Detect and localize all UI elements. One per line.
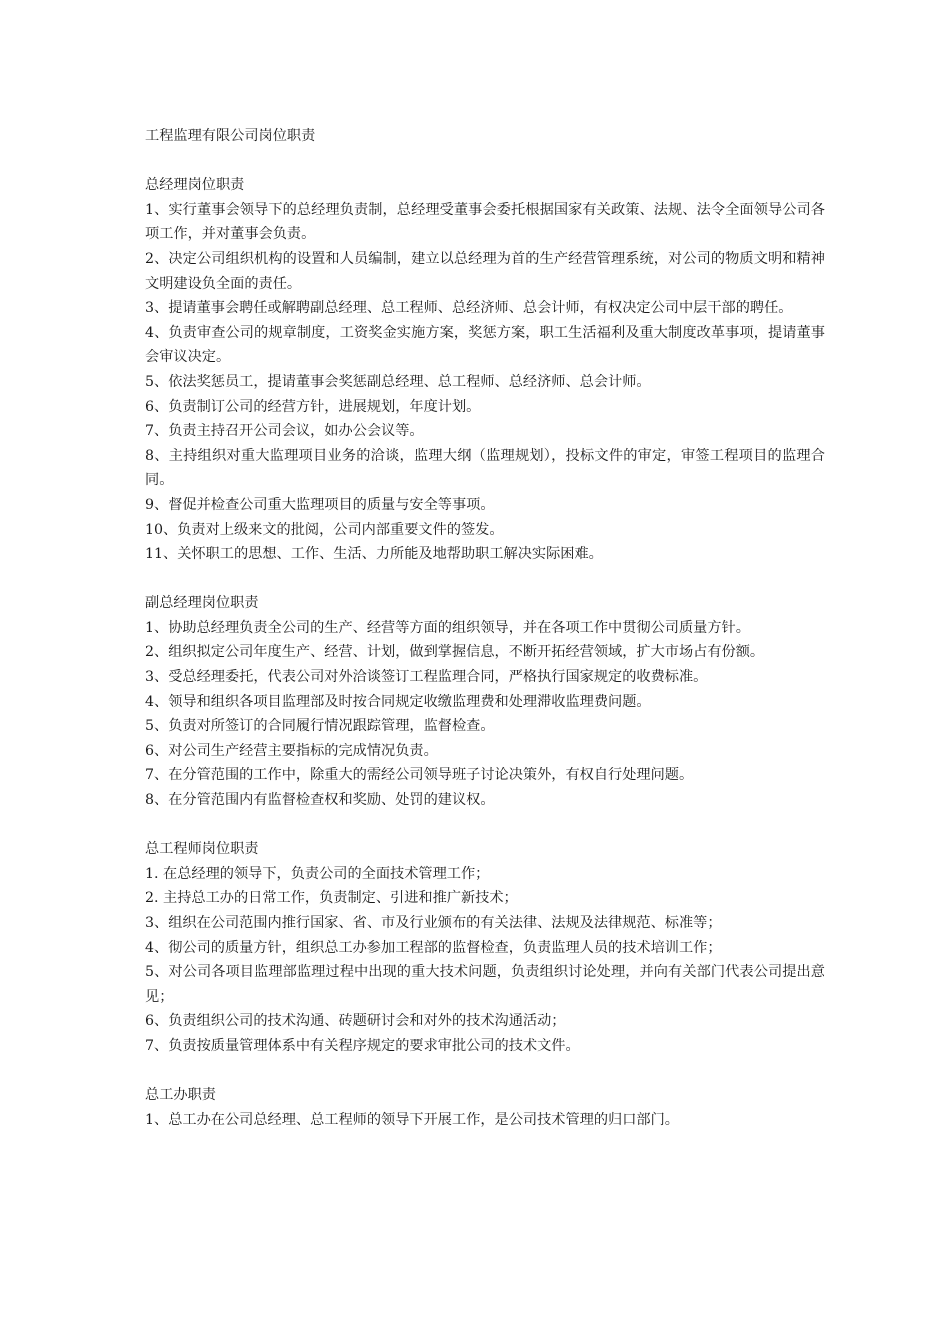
duty-item: 1、实行董事会领导下的总经理负责制，总经理受董事会委托根据国家有关政策、法规、法令全面领导公司各项工作，并对董事会负责。 [145,201,825,243]
duty-item: 6、负责制订公司的经营方针，进展规划，年度计划。 [145,398,481,415]
duty-item: 11、关怀职工的思想、工作、生活、力所能及地帮助职工解决实际困难。 [145,546,603,563]
duty-item: 7、在分管范围的工作中，除重大的需经公司领导班子讨论决策外，有权自行处理问题。 [145,767,694,784]
duty-item: 3、受总经理委托，代表公司对外洽谈签订工程监理合同，严格执行国家规定的收费标准。 [145,669,708,686]
document-page [145,124,825,1157]
duty-item: 4、彻公司的质量方针，组织总工办参加工程部的监督检查，负责监理人员的技术培训工作； [145,939,722,956]
section-chief-engineer [145,837,825,1058]
duty-item: 10、负责对上级来文的批阅，公司内部重要文件的签发。 [145,521,504,538]
duty-item: 8、主持组织对重大监理项目业务的洽谈，监理大纲（监理规划），投标文件的审定，审签工程项目的监理合同。 [145,447,825,489]
duty-item: 8、在分管范围内有监督检查权和奖励、处罚的建议权。 [145,792,495,809]
duty-item: 7、负责按质量管理体系中有关程序规定的要求审批公司的技术文件。 [145,1037,580,1054]
section-title: 总经理岗位职责 [145,177,245,194]
section-title: 总工程师岗位职责 [145,841,259,858]
duty-item: 1. 在总经理的领导下，负责公司的全面技术管理工作； [145,865,490,882]
duty-item: 1、总工办在公司总经理、总工程师的领导下开展工作，是公司技术管理的归口部门。 [145,1111,679,1128]
section-title: 总工办职责 [145,1087,216,1104]
duty-item: 2、决定公司组织机构的设置和人员编制，建立以总经理为首的生产经营管理系统，对公司的物质文明和精神文明建设负全面的责任。 [145,250,825,292]
duty-item: 4、领导和组织各项目监理部及时按合同规定收缴监理费和处理滞收监理费问题。 [145,693,651,710]
duty-item: 5、负责对所签订的合同履行情况跟踪管理，监督检查。 [145,718,495,735]
duty-list [145,616,825,813]
duty-list [145,198,825,567]
duty-item: 4、负责审查公司的规章制度，工资奖金实施方案，奖惩方案，职工生活福利及重大制度改革事项，提请董事会审议决定。 [145,324,825,366]
document-title: 工程监理有限公司岗位职责 [145,128,316,144]
section-chief-engineer-office [145,1083,825,1132]
duty-item: 3、组织在公司范围内推行国家、省、市及行业颁布的有关法律、法规及法律规范、标准等； [145,915,722,931]
duty-item: 9、督促并检查公司重大监理项目的质量与安全等事项。 [145,496,495,513]
duty-item: 6、对公司生产经营主要指标的完成情况负责。 [145,742,438,759]
duty-item: 5、依法奖惩员工，提请董事会奖惩副总经理、总工程师、总经济师、总会计师。 [145,373,651,390]
duty-list [145,1108,825,1133]
duty-item: 5、对公司各项目监理部监理过程中出现的重大技术问题，负责组织讨论处理，并向有关部门代表公司提出意见； [145,964,825,1005]
duty-item: 1、协助总经理负责全公司的生产、经营等方面的组织领导，并在各项工作中贯彻公司质量方针。 [145,619,750,636]
duty-list [145,862,825,1059]
duty-item: 3、提请董事会聘任或解聘副总经理、总工程师、总经济师、总会计师，有权决定公司中层干部的聘任。 [145,300,793,317]
section-title: 副总经理岗位职责 [145,595,259,612]
duty-item: 7、负责主持召开公司会议，如办公会议等。 [145,423,424,440]
duty-item: 2、组织拟定公司年度生产、经营、计划，做到掌握信息，不断开拓经营领域，扩大市场占有份额。 [145,644,765,661]
section-deputy-general-manager [145,591,825,812]
section-general-manager [145,173,825,567]
duty-item: 6、负责组织公司的技术沟通、砖题研讨会和对外的技术沟通活动； [145,1013,566,1030]
duty-item: 2. 主持总工办的日常工作，负责制定、引进和推广新技术； [145,890,518,907]
